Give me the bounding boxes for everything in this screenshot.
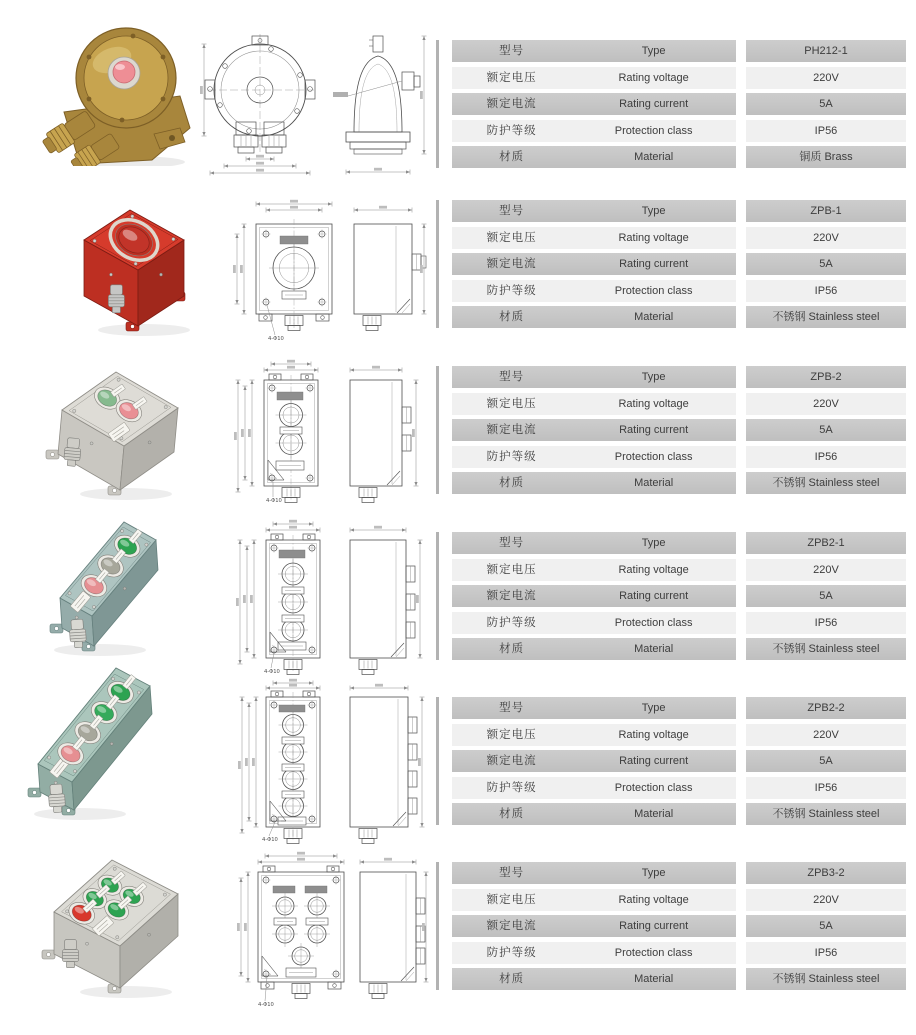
spec-value-current: 5A: [746, 419, 906, 441]
spec-label-protection-en: Protection class: [614, 450, 693, 463]
spec-value-material: 不锈钢 Stainless steel: [746, 472, 906, 494]
product-photo-zpb3-2: [32, 850, 198, 998]
spec-label-type-en: Type: [641, 371, 666, 383]
spec-label-protection-en: Protection class: [614, 124, 693, 137]
spec-row-protection: [452, 942, 906, 964]
spec-value-type: PH212-1: [746, 40, 906, 62]
spec-label-voltage-en: Rating voltage: [618, 893, 689, 906]
spec-label-voltage-zh: 额定电压: [486, 71, 537, 84]
spec-row-voltage: [452, 889, 906, 911]
spec-label-type-zh: 型号: [499, 867, 525, 879]
spec-label-current-en: Rating current: [619, 98, 689, 110]
spec-value-protection: IP56: [746, 280, 906, 302]
photo-box: [42, 860, 178, 998]
spec-value-voltage: 220V: [746, 67, 906, 89]
spec-label-voltage-zh: 额定电压: [486, 397, 537, 410]
drawing-annotation: 4-Φ10: [264, 669, 280, 675]
spec-label-current-zh: 额定电流: [486, 424, 537, 436]
spec-label-type-zh: 型号: [499, 205, 525, 217]
spec-label-current-en: Rating current: [619, 258, 689, 270]
spec-label-current-zh: 额定电流: [486, 98, 537, 110]
spec-label-material-zh: 材质: [499, 477, 525, 489]
spec-label-protection-en: Protection class: [614, 616, 693, 629]
spec-label-material-en: Material: [634, 808, 674, 820]
spec-value-material: 不锈钢 Stainless steel: [746, 803, 906, 825]
front-view: [258, 866, 344, 999]
spec-label-material-en: Material: [634, 973, 674, 985]
spec-label-current-en: Rating current: [619, 755, 689, 767]
spec-value-material: 不锈钢 Stainless steel: [746, 306, 906, 328]
spec-label-protection-zh: 防护等级: [486, 946, 537, 959]
spec-label-current-en: Rating current: [619, 424, 689, 436]
spec-label-protection-en: Protection class: [614, 946, 693, 959]
spec-label-material-zh: 材质: [499, 808, 525, 820]
spec-label-protection-zh: 防护等级: [486, 781, 537, 794]
spec-label-type-en: Type: [641, 867, 666, 879]
spec-label-material-zh: 材质: [499, 151, 525, 163]
side-view: [360, 872, 425, 999]
spec-value-material: 铜质 Brass: [746, 146, 906, 168]
spec-label-material-zh: 材质: [499, 311, 525, 323]
spec-label-voltage-en: Rating voltage: [618, 231, 689, 244]
spec-label-material: [452, 968, 736, 990]
mounting-foot: [42, 950, 55, 959]
spec-label-current-en: Rating current: [619, 920, 689, 932]
spec-label-protection-zh: 防护等级: [486, 124, 537, 137]
spec-table: [436, 862, 906, 990]
technical-drawing-cell: [228, 848, 434, 1010]
spec-label-voltage-zh: 额定电压: [486, 231, 537, 244]
spec-label-protection: [452, 942, 736, 964]
technical-drawing-zpb3-2: [228, 848, 434, 1010]
spec-value-voltage: 220V: [746, 559, 906, 581]
drawing-annotation: 4-Φ10: [268, 336, 284, 342]
spec-row-material: [452, 968, 906, 990]
spec-value-voltage: 220V: [746, 724, 906, 746]
spec-rows: [452, 862, 906, 990]
spec-label-current-zh: 额定电流: [486, 755, 537, 767]
spec-label-type-zh: 型号: [499, 371, 525, 383]
spec-value-type: ZPB2-1: [746, 532, 906, 554]
product-photo-cell: [32, 850, 198, 998]
spec-value-protection: IP56: [746, 120, 906, 142]
spec-value-protection: IP56: [746, 612, 906, 634]
spec-label-protection-zh: 防护等级: [486, 450, 537, 463]
spec-value-type: ZPB-1: [746, 200, 906, 222]
spec-label-type: [452, 862, 736, 884]
spec-label-type-zh: 型号: [499, 45, 525, 57]
spec-label-voltage: [452, 889, 736, 911]
spec-value-current: 5A: [746, 915, 906, 937]
spec-label-type-en: Type: [641, 205, 666, 217]
spec-label-voltage-en: Rating voltage: [618, 728, 689, 741]
spec-value-current: 5A: [746, 93, 906, 115]
drawing-annotation: 4-Φ10: [266, 498, 282, 504]
spec-label-type-en: Type: [641, 702, 666, 714]
spec-value-current: 5A: [746, 585, 906, 607]
spec-label-current: [452, 915, 736, 937]
spec-label-voltage-en: Rating voltage: [618, 71, 689, 84]
spec-label-type-en: Type: [641, 45, 666, 57]
spec-row-type: [452, 862, 906, 884]
spec-label-current-zh: 额定电流: [486, 590, 537, 602]
spec-value-protection: IP56: [746, 446, 906, 468]
spec-value-voltage: 220V: [746, 393, 906, 415]
table-divider-bar: [436, 862, 439, 990]
spec-label-type-zh: 型号: [499, 702, 525, 714]
spec-value-material: 不锈钢 Stainless steel: [746, 638, 906, 660]
spec-value-current: 5A: [746, 253, 906, 275]
spec-value-type: ZPB-2: [746, 366, 906, 388]
spec-label-material-zh: 材质: [499, 973, 525, 985]
spec-label-current-zh: 额定电流: [486, 920, 537, 932]
spec-value-type: ZPB2-2: [746, 697, 906, 719]
drawing-annotation: 4-Φ10: [262, 837, 278, 843]
spec-label-type-en: Type: [641, 537, 666, 549]
spec-label-type-zh: 型号: [499, 537, 525, 549]
drawing-annotation: 4-Φ10: [258, 1002, 274, 1008]
spec-label-current-zh: 额定电流: [486, 258, 537, 270]
spec-label-voltage-zh: 额定电压: [486, 728, 537, 741]
spec-row-current: [452, 915, 906, 937]
spec-label-protection-zh: 防护等级: [486, 616, 537, 629]
spec-value-material: 不锈钢 Stainless steel: [746, 968, 906, 990]
spec-label-material-en: Material: [634, 477, 674, 489]
spec-label-protection-en: Protection class: [614, 284, 693, 297]
spec-label-voltage-en: Rating voltage: [618, 397, 689, 410]
spec-value-current: 5A: [746, 750, 906, 772]
spec-value-protection: IP56: [746, 942, 906, 964]
spec-label-material-zh: 材质: [499, 643, 525, 655]
spec-value-voltage: 220V: [746, 889, 906, 911]
spec-label-protection-zh: 防护等级: [486, 284, 537, 297]
spec-label-material-en: Material: [634, 151, 674, 163]
spec-label-current-en: Rating current: [619, 590, 689, 602]
spec-value-protection: IP56: [746, 777, 906, 799]
spec-label-voltage-zh: 额定电压: [486, 563, 537, 576]
spec-value-voltage: 220V: [746, 227, 906, 249]
spec-label-voltage-en: Rating voltage: [618, 563, 689, 576]
spec-value-type: ZPB3-2: [746, 862, 906, 884]
spec-label-protection-en: Protection class: [614, 781, 693, 794]
spec-label-voltage-zh: 额定电压: [486, 893, 537, 906]
spec-label-material-en: Material: [634, 311, 674, 323]
spec-label-material-en: Material: [634, 643, 674, 655]
